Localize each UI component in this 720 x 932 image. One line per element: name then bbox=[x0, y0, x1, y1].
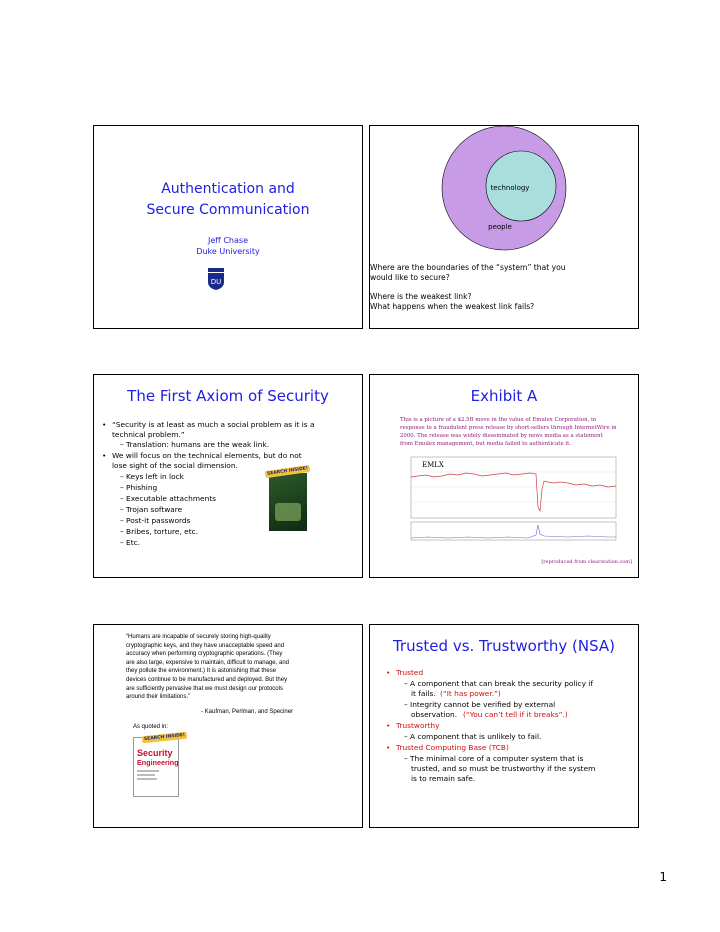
bullet-dot: • bbox=[386, 668, 391, 677]
caption-line: This is a picture of a $2.5B move in the value of Emulex Corporation, in bbox=[400, 417, 597, 423]
page-number: 1 bbox=[659, 870, 667, 884]
slide-3 bbox=[93, 374, 363, 578]
stock-chart bbox=[398, 455, 618, 547]
slide6-b1s1c: (“It has power.”) bbox=[440, 689, 501, 698]
affiliation: Duke University bbox=[196, 247, 260, 256]
slide6-b1s1a: – A component that can break the security policy if bbox=[404, 679, 593, 688]
caption-line: response to a fraudulent press release by short-sellers through InternetWire in bbox=[400, 425, 617, 431]
slide3-b2b: lose sight of the social dimension. bbox=[112, 461, 238, 470]
quote-line: are also large, expensive to maintain, difficult to manage, and bbox=[126, 659, 289, 666]
slide3-b1sub: – Translation: humans are the weak link. bbox=[120, 440, 270, 449]
caption-line: 2000. The release was widely disseminated by news media as a statement bbox=[400, 433, 603, 439]
exhibit-caption bbox=[400, 416, 617, 448]
bullet-dot: • bbox=[102, 451, 107, 460]
book-subtitle-line bbox=[137, 770, 159, 772]
slide4-title: Exhibit A bbox=[470, 387, 538, 405]
book-cover-image bbox=[133, 732, 186, 797]
slide6-b2s1: – A component that is unlikely to fail. bbox=[404, 732, 542, 741]
slide6-b3s1a: – The minimal core of a computer system that is bbox=[404, 754, 584, 763]
chart-label: EMLX bbox=[422, 461, 444, 469]
search-inside-badge: SEARCH INSIDE! bbox=[142, 732, 188, 744]
list-item: – Executable attachments bbox=[120, 494, 217, 503]
quote-line: are sufficiently pervasive that we must design our protocols bbox=[126, 685, 283, 692]
quote-line: “Humans are incapable of securely storing high-quality bbox=[126, 634, 271, 640]
question-3: What happens when the weakest link fails? bbox=[370, 302, 535, 311]
book-art bbox=[275, 503, 301, 521]
list-item: – Bribes, torture, etc. bbox=[120, 527, 199, 536]
slide1-title-line1: Authentication and bbox=[161, 181, 295, 197]
slide6-b1s2c: (“You can’t tell if it breaks”.) bbox=[463, 710, 568, 719]
list-item: – Phishing bbox=[120, 483, 158, 492]
slide6-b2: Trustworthy bbox=[396, 721, 440, 730]
slide3-b1a: “Security is at least as much a social problem as it is a bbox=[112, 420, 315, 429]
question-1: Where are the boundaries of the “system” that you bbox=[370, 263, 566, 272]
bullet-dot: • bbox=[102, 420, 107, 429]
list-item: – Post-it passwords bbox=[120, 516, 191, 525]
quote-line: devices continue to be manufactured and deployed. But they bbox=[126, 676, 288, 683]
caption-line: from Emulex management, but media failed to authenticate it. bbox=[400, 441, 571, 447]
crest-text: DU bbox=[210, 278, 222, 286]
slide6-b3s1b: trusted, and so must be trustworthy if the system bbox=[411, 764, 596, 773]
list-item: – Etc. bbox=[120, 538, 141, 547]
slide-6 bbox=[369, 624, 639, 828]
slide3-title: The First Axiom of Security bbox=[127, 387, 329, 405]
venn-diagram bbox=[370, 124, 640, 260]
quote-block bbox=[126, 633, 289, 702]
question-2: Where is the weakest link? bbox=[370, 292, 472, 301]
slide-1 bbox=[93, 125, 363, 329]
book-subtitle-line bbox=[137, 778, 157, 780]
slide3-b1b: technical problem.” bbox=[112, 430, 185, 439]
quote-line: accuracy when performing cryptographic operations. (They bbox=[126, 651, 283, 658]
slide6-b1: Trusted bbox=[396, 668, 424, 677]
slide-5 bbox=[93, 624, 363, 828]
chart-credit: [reproduced from clearstation.com] bbox=[541, 559, 632, 565]
list-item: – Trojan software bbox=[120, 505, 183, 514]
attribution: - Kaufman, Perlman, and Speciner bbox=[201, 709, 294, 715]
quote-line: cryptographic keys, and they have unacceptable speed and bbox=[126, 642, 285, 649]
slide1-title-line2: Secure Communication bbox=[146, 202, 310, 218]
slide6-b3: Trusted Computing Base (TCB) bbox=[396, 743, 509, 752]
book-subtitle-line bbox=[137, 774, 155, 776]
slide3-b2a: We will focus on the technical elements, but do not bbox=[112, 451, 302, 460]
quote-line: around their limitations.” bbox=[126, 694, 191, 701]
book-cover-image bbox=[266, 466, 309, 531]
search-inside-badge: SEARCH INSIDE! bbox=[265, 465, 311, 478]
slide6-b1s2a: – Integrity cannot be verified by external bbox=[404, 700, 556, 709]
slide6-b1s2b: observation. bbox=[411, 710, 458, 719]
slide-4 bbox=[369, 374, 639, 578]
bullet-dot: • bbox=[386, 721, 391, 730]
slide6-title: Trusted vs. Trustworthy (NSA) bbox=[392, 637, 616, 655]
slide6-b1s1b: it fails. bbox=[411, 689, 436, 698]
people-label: people bbox=[488, 223, 512, 231]
as-quoted: As quoted in: bbox=[133, 724, 169, 730]
slide-2 bbox=[369, 125, 639, 329]
question-1b: would like to secure? bbox=[370, 273, 450, 282]
book-title-1: Security bbox=[137, 748, 173, 758]
quote-line: they pollute the environment.) It is astonishing that these bbox=[126, 668, 277, 675]
book-title-2: Engineering bbox=[137, 758, 179, 767]
list-item: – Keys left in lock bbox=[120, 472, 184, 481]
slide6-b3s1c: is to remain safe. bbox=[411, 774, 476, 783]
duke-crest-icon bbox=[207, 267, 225, 291]
technology-label: technology bbox=[490, 184, 530, 192]
author: Jeff Chase bbox=[208, 236, 248, 245]
bullet-dot: • bbox=[386, 743, 391, 752]
